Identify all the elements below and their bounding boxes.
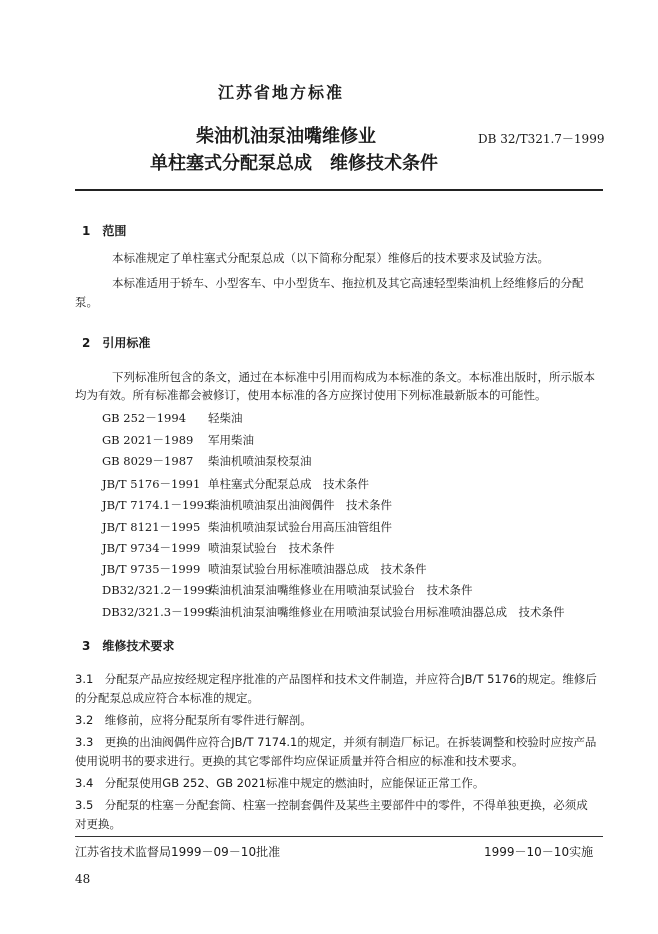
ref-code: JB/T 9735－1999 xyxy=(102,562,201,576)
ref-code: JB/T 7174.1－1993 xyxy=(102,498,212,512)
section-2-heading: 2 引用标准 xyxy=(82,336,151,350)
document-title-line2: 单柱塞式分配泵总成 维修技术条件 xyxy=(150,153,438,174)
approval-date: 江苏省技术监督局1999－09－10批准 xyxy=(75,845,281,859)
ref-name: 喷油泵试验台用标准喷油器总成 技术条件 xyxy=(208,562,427,576)
section-2-intro-line-1: 下列标准所包含的条文，通过在本标准中引用而构成为本标准的条文。本标准出版时，所示版本 xyxy=(112,370,595,384)
clause-3-3-line-2: 使用说明书的要求进行。更换的其它零部件均应保证质量并符合相应的标准和技术要求。 xyxy=(75,754,524,768)
provincial-standard-label: 江苏省地方标准 xyxy=(218,83,345,102)
clause-3-1-line-2: 的分配泵总成应符合本标准的规定。 xyxy=(75,691,259,705)
ref-name: 军用柴油 xyxy=(208,433,254,447)
header-divider xyxy=(75,189,603,191)
ref-name: 柴油机喷油泵试验台用高压油管组件 xyxy=(208,520,392,534)
ref-code: JB/T 9734－1999 xyxy=(102,541,201,555)
clause-3-3-line-1: 3.3 更换的出油阀偶件应符合JB/T 7174.1的规定，并须有制造厂标记。在拆装调整和校验时应按产品 xyxy=(75,735,597,749)
ref-name: 轻柴油 xyxy=(208,411,243,425)
ref-code: DB32/321.2－1999 xyxy=(102,583,212,597)
ref-code: GB 2021－1989 xyxy=(102,433,194,447)
clause-3-1-line-1: 3.1 分配泵产品应按经规定程序批准的产品图样和技术文件制造，并应符合JB/T 5176的规定。维修后 xyxy=(75,672,597,686)
ref-name: 柴油机油泵油嘴维修业在用喷油泵试验台用标准喷油器总成 技术条件 xyxy=(208,605,565,619)
section-3-heading: 3 维修技术要求 xyxy=(82,639,175,653)
clause-3-2: 3.2 维修前，应将分配泵所有零件进行解剖。 xyxy=(75,713,312,727)
section-1-paragraph-1: 本标准规定了单柱塞式分配泵总成（以下简称分配泵）维修后的技术要求及试验方法。 xyxy=(112,251,549,265)
page-number: 48 xyxy=(75,872,91,886)
ref-name: 柴油机喷油泵出油阀偶件 技术条件 xyxy=(208,498,392,512)
implementation-date: 1999－10－10实施 xyxy=(484,845,594,859)
ref-name: 喷油泵试验台 技术条件 xyxy=(208,541,335,555)
ref-code: GB 252－1994 xyxy=(102,411,187,425)
section-1-heading: 1 范围 xyxy=(82,224,127,238)
section-2-intro-line-2: 均为有效。所有标准都会被修订，使用本标准的各方应探讨使用下列标准最新版本的可能性。 xyxy=(75,388,547,402)
ref-name: 柴油机油泵油嘴维修业在用喷油泵试验台 技术条件 xyxy=(208,583,473,597)
clause-3-5-line-1: 3.5 分配泵的柱塞－分配套筒、柱塞一控制套偶件及某些主要部件中的零件，不得单独更换，必须成 xyxy=(75,798,588,812)
section-1-paragraph-2-line-1: 本标准适用于轿车、小型客车、中小型货车、拖拉机及其它高速轻型柴油机上经维修后的分配 xyxy=(112,276,584,290)
ref-name: 单柱塞式分配泵总成 技术条件 xyxy=(208,477,369,491)
ref-code: DB32/321.3－1999 xyxy=(102,605,212,619)
ref-code: JB/T 5176－1991 xyxy=(102,477,201,491)
ref-code: JB/T 8121－1995 xyxy=(102,520,201,534)
clause-3-5-line-2: 对更换。 xyxy=(75,817,121,831)
ref-code: GB 8029－1987 xyxy=(102,454,194,468)
document-number: DB 32/T321.7－1999 xyxy=(478,132,605,146)
clause-3-4: 3.4 分配泵使用GB 252、GB 2021标准中规定的燃油时，应能保证正常工作。 xyxy=(75,776,485,790)
ref-name: 柴油机喷油泵校泵油 xyxy=(208,454,312,468)
section-1-paragraph-2-line-2: 泵。 xyxy=(75,295,98,309)
footer-divider xyxy=(75,836,603,837)
document-title-line1: 柴油机油泵油嘴维修业 xyxy=(196,126,376,147)
